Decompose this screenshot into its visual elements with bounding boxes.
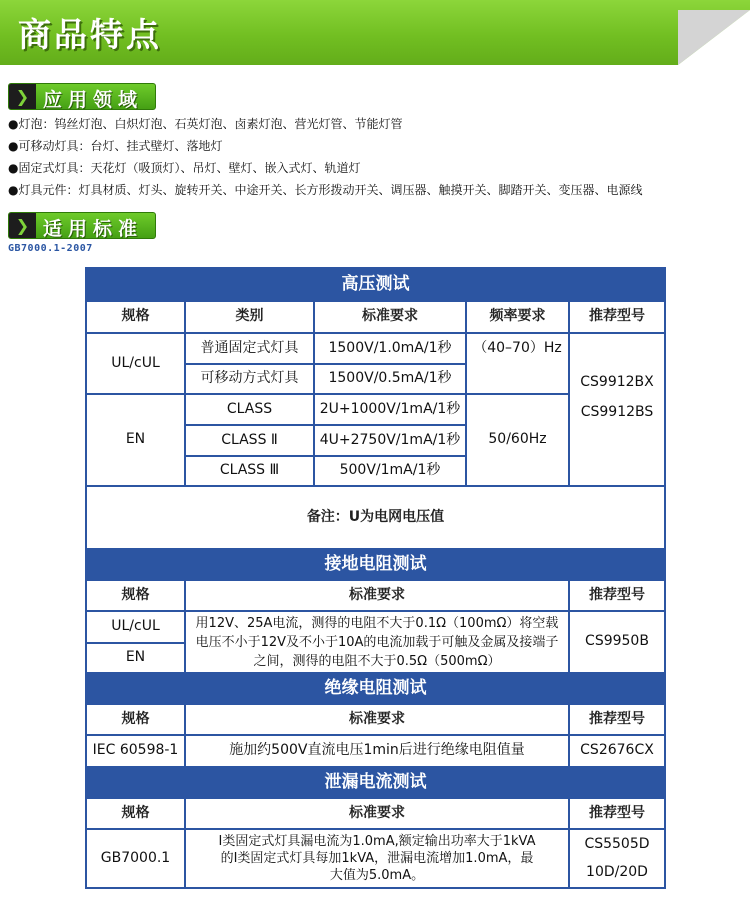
leakage-header-spec: 规格 xyxy=(87,799,184,828)
list-item: ●灯泡：钨丝灯泡、白炽灯泡、石英灯泡、卤素灯泡、营光灯管、节能灯管 xyxy=(8,117,403,131)
ground-spec-ul: UL/cUL xyxy=(87,612,184,642)
ground-model: CS9950B xyxy=(570,612,664,672)
section-title-standard: 适用标准 xyxy=(43,218,144,240)
insulation-requirement: 施加约500V直流电压1min后进行绝缘电阻值量 xyxy=(186,736,568,766)
leakage-header-requirement: 标准要求 xyxy=(186,799,568,828)
leakage-model-cell xyxy=(570,830,664,887)
chevron-right-icon: ❯ xyxy=(9,213,36,238)
leakage-model: CS5505D xyxy=(584,836,650,852)
insulation-header-spec: 规格 xyxy=(87,705,184,734)
section-heading-standard xyxy=(8,212,156,239)
leakage-model: 10D/20D xyxy=(586,863,648,880)
ground-requirement: 用12V、25A电流，测得的电阻不大于0.1Ω（100mΩ）将空载电压不小于12V及不小于10A的电流加载于可触及金属及接端子之间，测得的电阻不大于0.5Ω（500mΩ） xyxy=(186,612,568,672)
ground-header-model: 推荐型号 xyxy=(570,581,664,610)
hv-note: 备注：U为电网电压值 xyxy=(87,487,664,548)
insulation-spec: IEC 60598-1 xyxy=(87,736,184,766)
list-item: ●可移动灯具：台灯、挂式壁灯、落地灯 xyxy=(8,139,223,153)
page-curl-icon xyxy=(678,10,750,65)
list-item: ●固定式灯具：天花灯（吸顶灯）、吊灯、壁灯、嵌入式灯、轨道灯 xyxy=(8,161,361,175)
hv-category-cell: CLASS xyxy=(186,395,313,424)
hv-category-cell: CLASS Ⅱ xyxy=(186,426,313,455)
hv-frequency-ul: （40–70）Hz xyxy=(467,334,568,393)
leakage-title: 泄漏电流测试 xyxy=(87,768,664,797)
leakage-requirement: I类固定式灯具漏电流为1.0mA,额定输出功率大于1kVA的I类固定式灯具每加1kVA，泄漏电流增加1.0mA，最大值为5.0mA。 xyxy=(186,830,568,887)
hv-header-spec: 规格 xyxy=(87,302,184,332)
hv-header-model: 推荐型号 xyxy=(570,302,664,332)
hv-category-cell: 普通固定式灯具 xyxy=(186,334,313,363)
hv-requirement-cell: 1500V/0.5mA/1秒 xyxy=(315,365,465,393)
hv-frequency-en: 50/60Hz xyxy=(467,395,568,485)
ground-header-requirement: 标准要求 xyxy=(186,581,568,610)
hv-header-frequency: 频率要求 xyxy=(467,302,568,332)
leakage-header-model: 推荐型号 xyxy=(570,799,664,828)
hv-model-cell xyxy=(570,334,664,485)
banner-title: 商品特点 xyxy=(18,15,162,54)
hv-requirement-cell: 2U+1000V/1mA/1秒 xyxy=(315,395,465,424)
hv-model: CS9912BX xyxy=(580,374,654,390)
section-heading-application xyxy=(8,83,156,110)
hv-spec-en: EN xyxy=(87,395,184,485)
hv-category-cell: 可移动方式灯具 xyxy=(186,365,313,393)
insulation-header-requirement: 标准要求 xyxy=(186,705,568,734)
test-standards-table xyxy=(85,267,666,889)
hv-model: CS9912BS xyxy=(580,403,654,420)
hv-header-category: 类别 xyxy=(186,302,313,332)
top-banner xyxy=(0,0,750,65)
leakage-spec: GB7000.1 xyxy=(87,830,184,887)
hv-header-requirement: 标准要求 xyxy=(315,302,465,332)
standard-code: GB7000.1-2007 xyxy=(8,243,93,254)
list-item: ●灯具元件：灯具材质、灯头、旋转开关、中途开关、长方形拨动开关、调压器、触摸开关、脚踏开关、变压器、电源线 xyxy=(8,183,643,197)
hv-requirement-cell: 500V/1mA/1秒 xyxy=(315,457,465,485)
hv-requirement-cell: 4U+2750V/1mA/1秒 xyxy=(315,426,465,455)
hv-spec-ul: UL/cUL xyxy=(87,334,184,393)
insulation-title: 绝缘电阻测试 xyxy=(87,674,664,703)
chevron-right-icon: ❯ xyxy=(9,84,36,109)
hv-requirement-cell: 1500V/1.0mA/1秒 xyxy=(315,334,465,363)
ground-header-spec: 规格 xyxy=(87,581,184,610)
high-voltage-title: 高压测试 xyxy=(87,269,664,300)
ground-spec-en: EN xyxy=(87,644,184,672)
section-title-application: 应用领域 xyxy=(43,89,144,111)
insulation-model: CS2676CX xyxy=(570,736,664,766)
hv-category-cell: CLASS Ⅲ xyxy=(186,457,313,485)
ground-title: 接地电阻测试 xyxy=(87,550,664,579)
insulation-header-model: 推荐型号 xyxy=(570,705,664,734)
application-list xyxy=(8,113,642,201)
